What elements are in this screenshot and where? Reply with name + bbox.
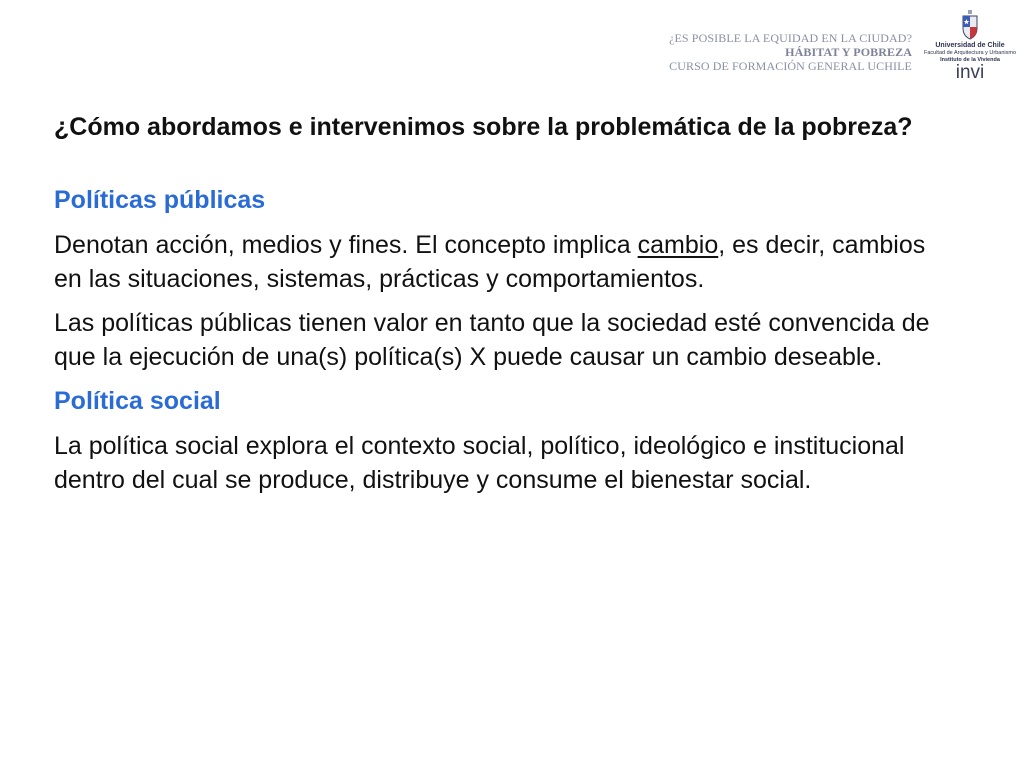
paragraph-text: , es decir, cambios en las situaciones, sistemas, prácticas y comportamientos. — [54, 231, 926, 293]
public-policies-paragraph-1 — [54, 228, 954, 296]
course-header — [669, 31, 912, 73]
course-header-line-2: HÁBITAT Y POBREZA — [785, 45, 912, 59]
institute-name: Instituto de la Vivienda — [940, 57, 1000, 63]
slide-content — [54, 110, 954, 507]
university-logo — [922, 10, 1018, 82]
slide-question: ¿Cómo abordamos e intervenimos sobre la problemática de la pobreza? — [54, 113, 913, 141]
section-title-social-policy: Política social — [54, 387, 221, 415]
university-crest-icon — [960, 10, 980, 40]
underlined-keyword: cambio — [637, 231, 719, 259]
public-policies-paragraph-2: Las políticas públicas tienen valor en tanto que la sociedad esté convencida de que la ejecución de una(s) política(s) X puede causar un cambio deseable. — [54, 309, 930, 371]
paragraph-text: Denotan acción, medios y fines. El concepto implica — [54, 231, 638, 259]
social-policy-paragraph: La política social explora el contexto social, político, ideológico e institucional dentro del cual se produce, distribuye y consume el bienestar social. — [54, 432, 905, 494]
university-name: Universidad de Chile — [935, 42, 1005, 49]
invi-wordmark: invi — [955, 62, 985, 83]
course-header-line-3: CURSO DE FORMACIÓN GENERAL UCHILE — [669, 59, 912, 73]
faculty-name: Facultad de Arquitectura y Urbanismo — [923, 50, 1017, 56]
section-title-public-policies: Políticas públicas — [54, 186, 266, 214]
course-header-line-1: ¿ES POSIBLE LA EQUIDAD EN LA CIUDAD? — [669, 31, 912, 45]
